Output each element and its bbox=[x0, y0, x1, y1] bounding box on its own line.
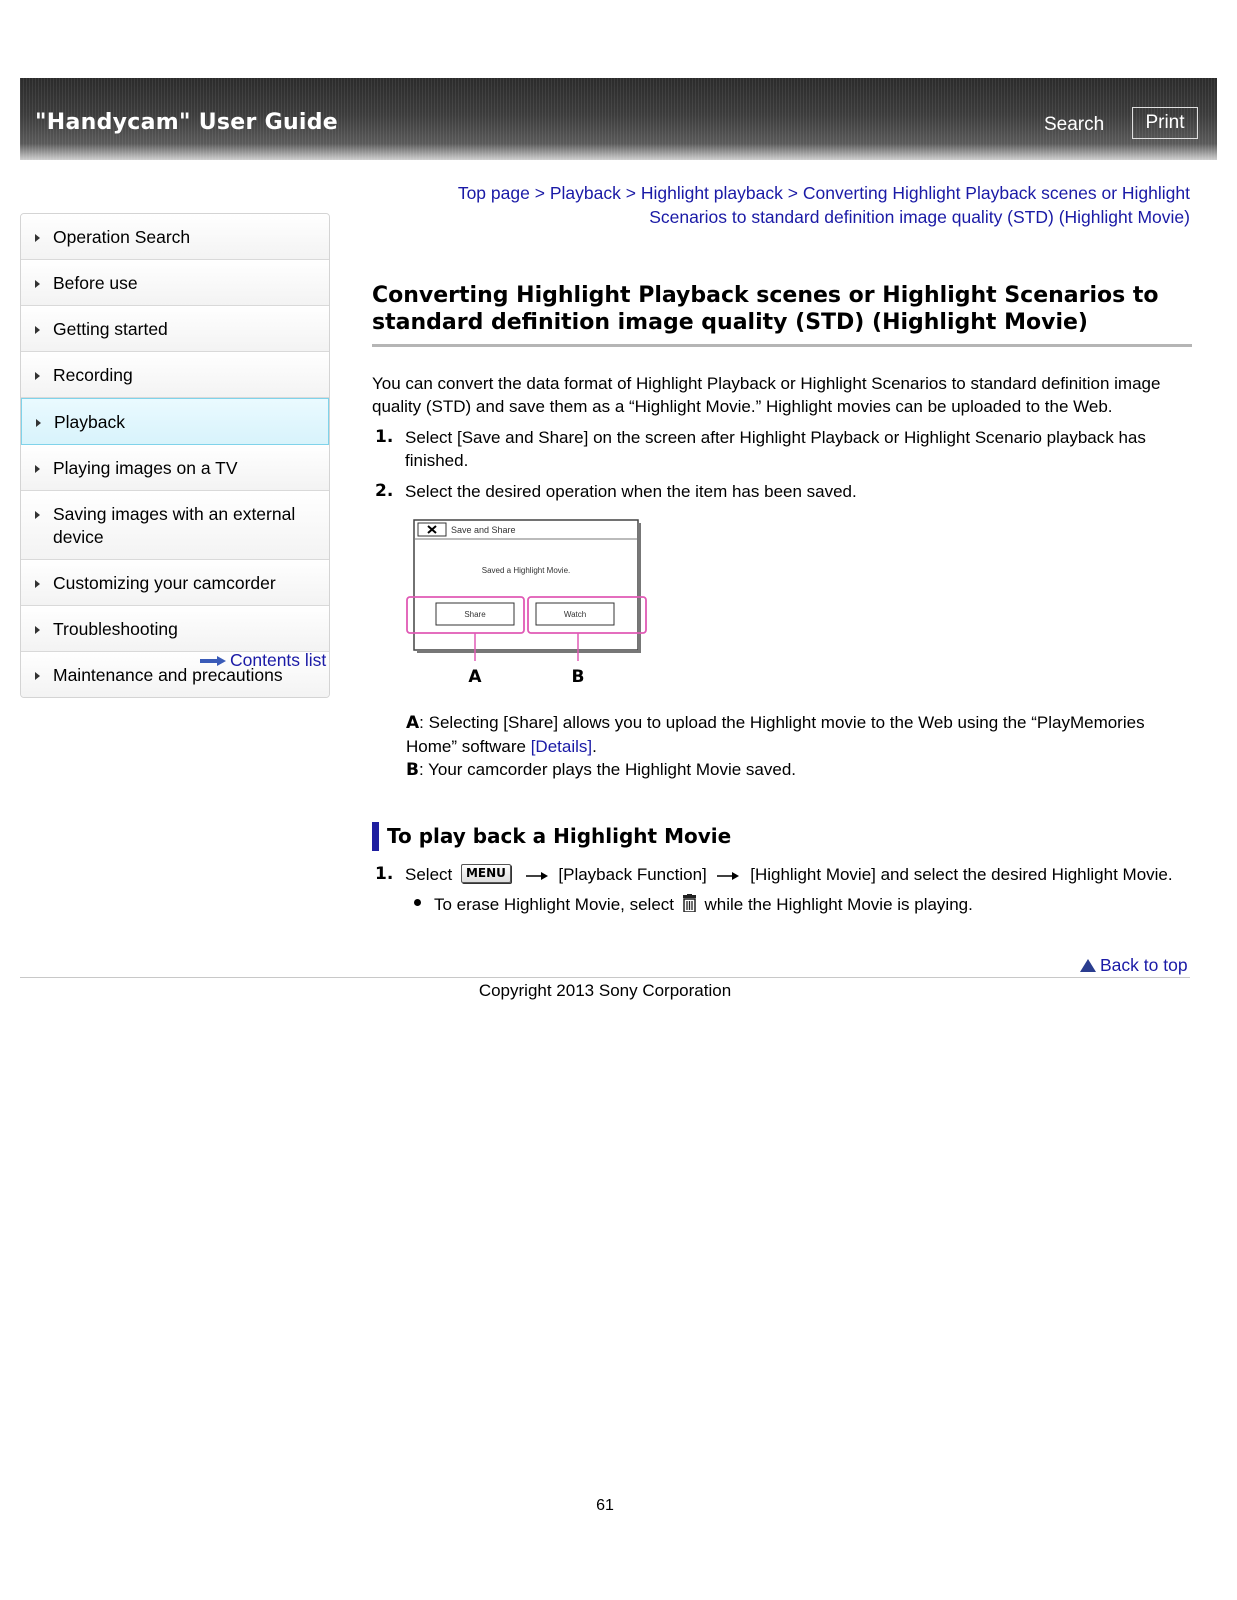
sidebar-item-customizing[interactable] bbox=[21, 560, 329, 606]
figure-notes bbox=[406, 711, 1196, 782]
search-link[interactable]: Search bbox=[1044, 114, 1105, 135]
sidebar-item-label: Maintenance and precautions bbox=[53, 665, 283, 685]
caret-right-icon bbox=[35, 372, 40, 380]
sidebar-item-saving-images[interactable] bbox=[21, 491, 329, 560]
note-a-label: A bbox=[406, 713, 420, 733]
play-step-playback-function: [Playback Function] bbox=[558, 865, 707, 884]
menu-button-icon: MENU bbox=[461, 864, 511, 883]
play-step-select: Select bbox=[405, 865, 453, 884]
caret-right-icon bbox=[35, 626, 40, 634]
sidebar-item-label: Operation Search bbox=[53, 227, 191, 247]
breadcrumb-separator: > bbox=[625, 183, 636, 203]
page-title: Converting Highlight Playback scenes or Highlight Scenarios to standard definition image quality (STD) (Highlight Movie) bbox=[372, 282, 1192, 347]
note-a-text: : Selecting [Share] allows you to upload the Highlight movie to the Web using the “PlayMemories Home” software bbox=[406, 713, 1145, 756]
bullet-text-before: To erase Highlight Movie, select bbox=[434, 895, 675, 914]
arrow-right-icon bbox=[526, 872, 548, 880]
caret-right-icon bbox=[35, 326, 40, 334]
details-link[interactable]: [Details] bbox=[530, 737, 593, 756]
sub-heading: To play back a Highlight Movie bbox=[372, 822, 1192, 851]
breadcrumb-separator: > bbox=[534, 183, 545, 203]
bullet-dot bbox=[414, 899, 421, 906]
caret-right-icon bbox=[36, 419, 41, 427]
play-step-highlight-movie: [Highlight Movie] and select the desired Highlight Movie. bbox=[750, 865, 1173, 884]
note-b-label: B bbox=[406, 760, 419, 780]
sidebar-nav bbox=[20, 213, 330, 698]
page-number: 61 bbox=[596, 1497, 614, 1514]
header-bar bbox=[20, 78, 1217, 160]
sidebar-item-label: Saving images with an external device bbox=[53, 504, 296, 547]
figure-watch-label: Watch bbox=[563, 610, 587, 619]
sidebar-item-label: Getting started bbox=[53, 319, 168, 339]
bullet-item bbox=[372, 893, 1192, 916]
bullet-text-after: while the Highlight Movie is playing. bbox=[704, 895, 973, 914]
caret-right-icon bbox=[35, 280, 40, 288]
play-step bbox=[372, 863, 1192, 886]
breadcrumb-current-page[interactable]: Converting Highlight Playback scenes or Highlight Scenarios to standard definition image quality (STD) (Highlight Movie) bbox=[649, 183, 1190, 227]
arrow-right-icon bbox=[200, 656, 226, 666]
note-a-end: . bbox=[592, 737, 597, 756]
contents-list-link[interactable] bbox=[200, 650, 326, 671]
caret-right-icon bbox=[35, 465, 40, 473]
sidebar-item-label: Before use bbox=[53, 273, 138, 293]
intro-paragraph: You can convert the data format of Highlight Playback or Highlight Scenarios to standard definition image quality (STD) and save them as a “Highlight Movie.” Highlight movies can be uploaded to the Web. bbox=[372, 374, 1161, 416]
figure-message: Saved a Highlight Movie. bbox=[481, 566, 571, 575]
back-to-top-label: Back to top bbox=[1100, 955, 1188, 975]
step-item bbox=[372, 426, 1192, 472]
step-number: 1. bbox=[375, 427, 394, 447]
sidebar-item-label: Recording bbox=[53, 365, 133, 385]
sidebar-item-label: Troubleshooting bbox=[53, 619, 178, 639]
caret-right-icon bbox=[35, 580, 40, 588]
breadcrumb-top-page[interactable]: Top page bbox=[457, 183, 530, 203]
note-b-text: : Your camcorder plays the Highlight Movie saved. bbox=[418, 760, 796, 779]
breadcrumb-highlight-playback[interactable]: Highlight playback bbox=[640, 183, 783, 203]
step-text: Select the desired operation when the item has been saved. bbox=[405, 482, 857, 501]
triangle-up-icon bbox=[1080, 959, 1096, 972]
callout-a-label: A bbox=[468, 667, 482, 687]
sidebar-item-troubleshooting[interactable] bbox=[21, 606, 329, 652]
screen-illustration bbox=[406, 517, 656, 689]
copyright: Copyright 2013 Sony Corporation bbox=[478, 981, 732, 1000]
sidebar-item-label: Playback bbox=[54, 412, 126, 432]
back-to-top-link[interactable] bbox=[1080, 955, 1188, 976]
sidebar-item-playback[interactable] bbox=[21, 398, 329, 445]
main-content bbox=[372, 282, 1192, 916]
callout-b-label: B bbox=[571, 667, 585, 687]
trash-icon bbox=[682, 894, 697, 912]
caret-right-icon bbox=[35, 672, 40, 680]
arrow-right-icon bbox=[717, 872, 739, 880]
sidebar-item-playing-images-tv[interactable] bbox=[21, 445, 329, 491]
sidebar-item-getting-started[interactable] bbox=[21, 306, 329, 352]
figure-share-label: Share bbox=[464, 610, 486, 619]
print-button[interactable]: Print bbox=[1132, 107, 1198, 139]
breadcrumb-playback[interactable]: Playback bbox=[549, 183, 621, 203]
sidebar-item-recording[interactable] bbox=[21, 352, 329, 398]
step-text: Select [Save and Share] on the screen after Highlight Playback or Highlight Scenario playback has finished. bbox=[405, 428, 1146, 470]
sidebar-item-label: Customizing your camcorder bbox=[53, 573, 276, 593]
step-item bbox=[372, 480, 1192, 503]
contents-list-label: Contents list bbox=[230, 650, 327, 670]
step-number: 1. bbox=[375, 864, 394, 884]
save-and-share-screen-figure bbox=[406, 517, 656, 689]
footer-divider bbox=[20, 977, 1190, 978]
figure-window-title: Save and Share bbox=[451, 525, 516, 535]
sidebar-item-operation-search[interactable] bbox=[21, 214, 329, 260]
breadcrumb bbox=[400, 181, 1190, 229]
caret-right-icon bbox=[35, 234, 40, 242]
sidebar-item-before-use[interactable] bbox=[21, 260, 329, 306]
note-b bbox=[406, 758, 1196, 782]
sidebar-item-label: Playing images on a TV bbox=[53, 458, 238, 478]
breadcrumb-separator: > bbox=[787, 183, 798, 203]
step-number: 2. bbox=[375, 481, 394, 501]
guide-title: "Handycam" User Guide bbox=[35, 110, 339, 135]
caret-right-icon bbox=[35, 511, 40, 519]
note-a bbox=[406, 711, 1196, 758]
